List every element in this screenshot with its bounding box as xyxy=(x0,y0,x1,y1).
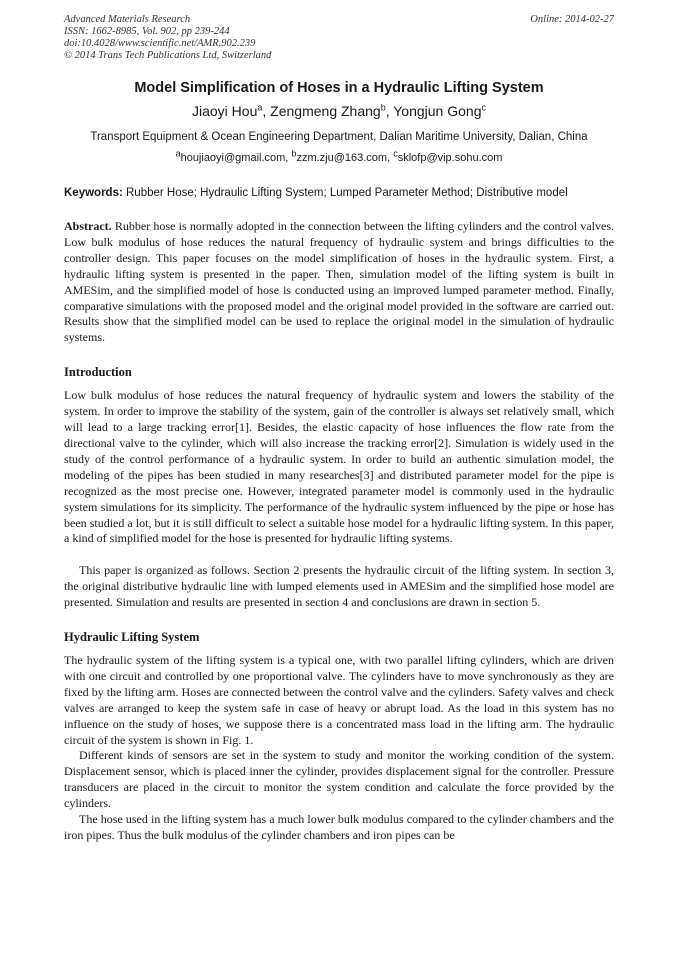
online-date: Online: 2014-02-27 xyxy=(530,14,614,25)
abstract-label: Abstract. xyxy=(64,219,112,233)
issn-line: ISSN: 1662-8985, Vol. 902, pp 239-244 xyxy=(64,26,230,37)
email-address: zzm.zju@163.com xyxy=(296,152,388,164)
keywords-text: Rubber Hose; Hydraulic Lifting System; Lumped Parameter Method; Distributive model xyxy=(126,187,568,199)
paper-title: Model Simplification of Hoses in a Hydraulic Lifting System xyxy=(134,80,544,96)
abstract-text: Rubber hose is normally adopted in the connection between the lifting cylinders and the control valves. Low bulk modulus of hose reduces the natural frequency of hydraulic system and brings difficulties to the controller design. This paper focuses on the model simplification of hoses in the hydraulic system. First, a hydraulic lifting system is presented in the paper. Then, simulation model of the lifting system is built in AMESim, and the simplified model of hose is conducted using an improved lumped parameter method. Finally, comparative simulations with the proposed model and the original model provided in the software are carried out. Results show that the simplified model can be used to replace the original model in the simulation of hydraulic systems. xyxy=(64,219,614,345)
intro-paragraph-2: This paper is organized as follows. Section 2 presents the hydraulic circuit of the lifting system. In section 3, the original distributive hydraulic line with lumped elements used in AMESim and the simplified hose model are presented. Simulation and results are presented in section 4 and conclusions are drawn in section 5. xyxy=(64,563,614,610)
keywords xyxy=(64,186,614,200)
doi-line: doi:10.4028/www.scientific.net/AMR.902.239 xyxy=(64,38,256,49)
copyright-line: © 2014 Trans Tech Publications Ltd, Switzerland xyxy=(64,50,272,61)
abstract xyxy=(64,219,614,346)
keywords-label: Keywords: xyxy=(64,187,123,199)
section-heading-hydraulic-lifting-system: Hydraulic Lifting System xyxy=(64,630,200,645)
author-sup: a xyxy=(257,102,263,113)
author-list: Jiaoyi Hou$^a$, Zengmeng Zhang$^b$, Yongjun Gong$^c$ xyxy=(192,102,486,119)
author-name: Zengmeng Zhang xyxy=(270,103,381,119)
email-address: houjiaoyi@gmail.com xyxy=(180,152,286,164)
author-sup: c xyxy=(481,102,486,113)
intro-paragraph-1: Low bulk modulus of hose reduces the natural frequency of hydraulic system and lowers the stability of the system. In order to improve the stability of the system, gain of the controller is always set relatively small, which will lead to a large tracking error[1]. Besides, the elastic capacity of hose influences the flow rate from the directional valve to the cylinder, which will also increase the tracking error[2]. Simulation is widely used in the study of the control performance of a hydraulic system. In order to build an authentic simulation model, the modeling of the pipes has been studied in many researches[3] and distributed parameter model for the pipe is recognized as the most precise one. However, integrated parameter model is commonly used in the hydraulic system simulations for its simplicity. The performance of the hydraulic system influenced by the pipe or hose has been studied a lot, but it is still difficult to select a suitable hose model for a hydraulic lifting system. In this paper, a kind of simplified model for the hose is presented for hydraulic lifting systems. xyxy=(64,388,614,546)
hls-paragraph-1: The hydraulic system of the lifting system is a typical one, with two parallel lifting cylinders, which are driven with one circuit and controlled by one proportional valve. The cylinders have to move synchronously as they are fixed by the lifting arm. Hoses are connected between the control valve and the cylinders. Safety valves and check valves are arranged to keep the system safe in case of heavy or abrupt load. As the load in this system has no influence on the study of hoses, we suppose there is a concentrated mass load in the lifting arm. The hydraulic circuit of the system is shown in Fig. 1. xyxy=(64,653,614,747)
email-sup: b xyxy=(291,148,297,159)
author-sup: b xyxy=(380,102,386,113)
section-heading-introduction: Introduction xyxy=(64,365,132,380)
email-address: sklofp@vip.sohu.com xyxy=(397,152,503,164)
email-sup: a xyxy=(175,148,181,159)
affiliation: Transport Equipment & Ocean Engineering Department, Dalian Maritime University, Dalian, China xyxy=(90,131,588,143)
author-name: Yongjun Gong xyxy=(393,103,482,119)
journal-header xyxy=(64,14,614,62)
author-name: Jiaoyi Hou xyxy=(192,103,258,119)
journal-name: Advanced Materials Research xyxy=(64,14,191,25)
email-sup: c xyxy=(393,148,398,159)
hls-paragraph-3: The hose used in the lifting system has a much lower bulk modulus compared to the cylinder chambers and the iron pipes. Thus the bulk modulus of the cylinder chambers and iron pipes can be xyxy=(64,812,614,842)
email-list: $^a$houjiaoyi@gmail.com, $^b$zzm.zju@163.com, $^c$sklofp@vip.sohu.com xyxy=(175,148,503,164)
hls-paragraph-2: Different kinds of sensors are set in the system to study and monitor the working condition of the system. Displacement sensor, which is placed inner the cylinder, provides displacement signal for the controller. Pressure transducers are placed in the circuit to monitor the system condition and calculate the force provided by the cylinders. xyxy=(64,748,614,811)
